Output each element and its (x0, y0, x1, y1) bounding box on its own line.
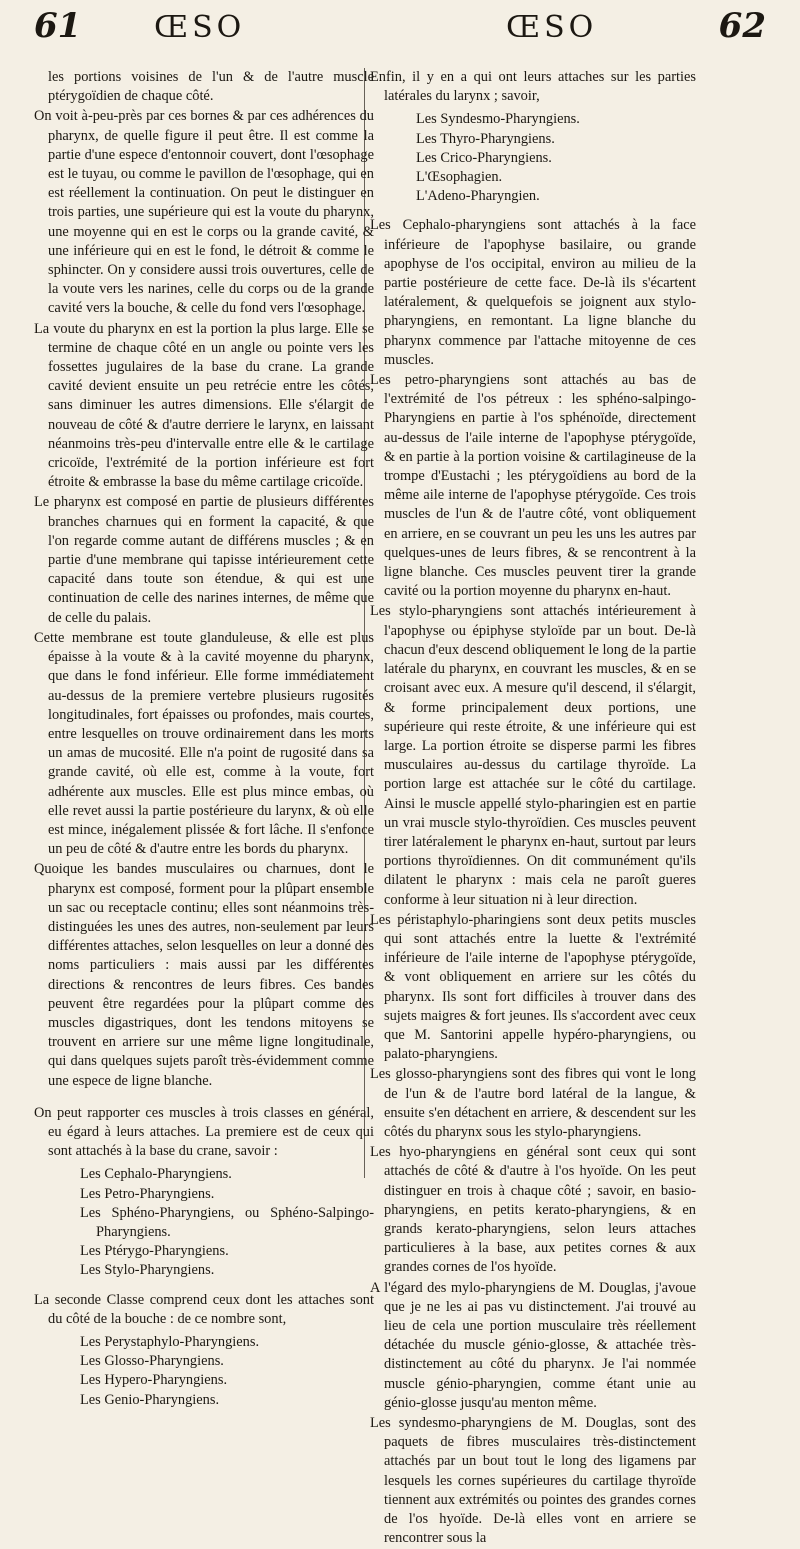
paragraph: On peut rapporter ces muscles à trois classes en général, eu égard à leurs attaches. La premiere est de ceux qui sont attachés à la base du crane, savoir : (34, 1104, 374, 1160)
list-item: Les Thyro-Pharyngiens. (416, 130, 555, 147)
paragraph: Enfin, il y en a qui ont leurs attaches sur les parties latérales du larynx ; savoir, (370, 69, 696, 105)
list-item: Les Genio-Pharyngiens. (80, 1391, 220, 1408)
left-page-number: 61 (34, 6, 82, 46)
paragraph: Les hyo-pharyngiens en général sont ceux qui sont attachés de côté & d'autre à l'os hyoïde. On les peut distinguer en trois à chaque côté ; savoir, en basio-pharyngiens, en petits kerato-pharyngiens, & en grands kerato-pharyngiens, selon leurs attaches particulieres à la base, aux petites cornes & aux grandes cornes de l'os hyoïde. (370, 1144, 696, 1276)
paragraph: Les petro-pharyngiens sont attachés au bas de l'extrémité de l'os pétreux : les sphéno-salpingo-Pharyngiens en partie à l'os sphénoïde, directement au-dessus de l'aile interne de l'apophyse ptérygoïde, & en partie à la portion voisine & cartilagineuse de la trompe d'Eustachi ; les ptérygoïdiens au bord de la même aile interne de l'apophyse ptérygoïde. Ces trois muscles de l'un & de l'autre côté, vont obliquement en arriere, en se couvrant un peu les uns les autres par quelques-unes de leurs fibres, & se rencontrent à la ligne blanche. Ces muscles peuvent tirer la grande cavité ou la portion moyenne du pharynx en-haut. (370, 372, 696, 600)
right-running-head: ŒSO (506, 10, 598, 45)
list-item: Les Syndesmo-Pharyngiens. (416, 111, 580, 128)
paragraph: Les stylo-pharyngiens sont attachés intérieurement à l'apophyse ou épiphyse styloïde par un bout. De-là chacun d'eux descend obliquement le long de la partie latérale du pharynx, en couvrant les muscles, & en se croisant avec eux. A mesure qu'il descend, il s'élargit, & forme principalement deux portions, une supérieure qui reste étroite, & une inférieure qui est large. La portion étroite se disperse parmi les fibres musculaires au-dessus du cartilage thyroïde. La portion large est attachée sur le côté du cartilage. Ainsi le muscle appellé stylo-pharingien est en partie un vrai muscle stylo-thyroïdien. Ces muscles peuvent tirer latéralement le pharynx en-haut, surtout par leurs portions thyroïdiennes. On dit communément qu'ils dilatent le pharynx : mais cela ne paroît gueres conforme à leur situation ni à leur direction. (370, 603, 696, 908)
paragraph: Les Cephalo-pharyngiens sont attachés à la face inférieure de l'apophyse basilaire, ou grande apophyse de l'os occipital, environ au milieu de la partie postérieure de cette face. De-là ils s'écartent latéralement, & quelquefois se joignent aux stylo-pharyngiens, en remontant. La ligne blanche du pharynx commence par l'attache mitoyenne de ces muscles. (370, 217, 696, 368)
paragraph: Quoique les bandes musculaires ou charnues, dont le pharynx est composé, forment pour la plûpart ensemble un sac ou receptacle continu; elles sont néanmoins très-distinguées les unes des autres, non-seulement par leurs différentes attaches, selon lesquelles on leur a donné des noms particuliers : mais aussi par les différentes directions & rencontres de leurs fibres. Ces bandes peuvent être regardées pour la plûpart comme des muscles digastriques, dont les tendons mitoyens se trouvent en arriere sur une même ligne longitudinale, qui dans quelques sujets paroît très-évidemment comme une espece de ligne blanche. (34, 861, 374, 1089)
paragraph: A l'égard des mylo-pharyngiens de M. Douglas, j'avoue que je ne les ai pas vu distinctement. J'ai trouvé au lieu de cela une portion musculaire très réellement détachée du muscle génio-glosse, & attachée très-distinctement au côté du pharynx. Je l'ai nommée muscle génio-pharyngien, comme étant unie au génio-glosse jusqu'au menton même. (370, 1279, 696, 1411)
list-item: Les Glosso-Pharyngiens. (80, 1353, 224, 1370)
paragraph: Le pharynx est composé en partie de plusieurs différentes branches charnues qui en forment la capacité, & que l'on regarde comme autant de différens muscles ; & en partie d'une membrane qui tapisse intérieurement cette capacité dans toute son étendue, & qui est une continuation de celle des narines internes, de même que de celle du palais. (34, 494, 374, 626)
list-item: L'Adeno-Pharyngien. (416, 188, 540, 205)
paragraph: Les péristaphylo-pharingiens sont deux petits muscles qui sont attachés entre la luette & l'extrémité inférieure de l'aile interne de l'apophyse ptérygoïde, & vont obliquement en arriere sur les côtés du pharynx. Ils sont fort difficiles à trouver dans des sujets maigres & fort jeunes. Ils s'accordent avec ceux que M. Santorini appelle hypéro-pharyngiens, ou palato-pharyngiens. (370, 911, 696, 1063)
list-item: Les Cephalo-Pharyngiens. (80, 1166, 232, 1183)
paragraph: Cette membrane est toute glanduleuse, & elle est plus épaisse à la voute & à la cavité moyenne du pharynx, que dans le fond inférieur. Elle forme immédiatement au-dessus de la premiere vertebre plusieurs rugosités longitudinales, fort épaisses ou profondes, mais courtes, entre lesquelles on trouve ordinairement dans les morts un amas de mucosité. Elle n'a point de rugosité dans sa grande cavité, où elle est, comme à la voute, fort adhérente aux muscles. Elle est plus mince embas, où elle revet aussi la partie postérieure du larynx, & où elle est mince, inégalement plissée & fort lâche. Il s'enfonce un peu de côté & d'autre entre les bords du pharynx. (34, 629, 374, 858)
list-item: Les Perystaphylo-Pharyngiens. (80, 1334, 260, 1350)
page-header (0, 6, 800, 66)
paragraph: La voute du pharynx en est la portion la plus large. Elle se termine de chaque côté en un angle ou pointe vers les fossettes jugulaires de la base du crane. La grande cavité devient ensuite un peu retrécie entre les côtés, sans diminuer les autres dimensions. Elle s'élargit de nouveau de côté & d'autre derriere le larynx, en laissant néanmoins très-peu d'intervalle entre elle & le cartilage cricoïde, l'extrémité de la portion inférieure est fort étroite & embrasse la base du même cartilage cricoïde. (34, 320, 374, 491)
muscle-list-class-3 (370, 110, 696, 206)
left-column (34, 68, 374, 1420)
list-item: Les Petro-Pharyngiens. (80, 1185, 215, 1202)
left-running-head: ŒSO (154, 10, 246, 45)
list-item: L'Œsophagien. (416, 169, 503, 186)
paragraph: On voit à-peu-près par ces bornes & par ces adhérences du pharynx, de quelle figure il peut être. Il est comme la partie d'une espece d'entonnoir couvert, dont l'œsophage est le tuyau, ou comme le pavillon de l'œsophage, qui en est réellement la continuation. On peut le distinguer en trois parties, une supérieure qui est la voute du pharynx, une moyenne qui en est le corps ou la grande cavité, & une inférieure qui en est le fond, le détroit & comme le sphincter. On y considere aussi trois ouvertures, celle de la voute vers les narines, celle du corps ou de la grande cavité vers la bouche, & celle du fond vers l'œsophage. (34, 108, 374, 317)
list-item: Les Hypero-Pharyngiens. (80, 1372, 228, 1389)
right-column (370, 68, 696, 1549)
right-page-number: 62 (718, 6, 766, 46)
list-item: Les Crico-Pharyngiens. (416, 149, 552, 166)
list-item: Les Stylo-Pharyngiens. (80, 1262, 215, 1279)
muscle-list-class-2 (34, 1333, 374, 1410)
list-item: Les Ptérygo-Pharyngiens. (80, 1243, 229, 1260)
paragraph: Les glosso-pharyngiens sont des fibres qui vont le long de l'un & de l'autre bord latéral de la langue, & ensuite s'en détachent en arriere, & descendent sur les côtés du pharynx sous les stylo-pharyngiens. (370, 1066, 696, 1140)
paragraph: les portions voisines de l'un & de l'autre muscle ptérygoïdien de chaque côté. (48, 69, 374, 105)
muscle-list-class-1 (34, 1165, 374, 1280)
paragraph: La seconde Classe comprend ceux dont les attaches sont du côté de la bouche : de ce nombre sont, (34, 1291, 374, 1327)
list-item: Les Sphéno-Pharyngiens, ou Sphéno-Salpingo-Pharyngiens. (80, 1204, 374, 1240)
paragraph: Les syndesmo-pharyngiens de M. Douglas, sont des paquets de fibres musculaires très-distinctement attachés par un bout tout le long des ligamens par lesquels les cornes supérieures du cartilage thyroïde tiennent aux extrémités ou pointes des grandes cornes de l'os hyoïde. De-là elles vont en arriere se rencontrer sous la (370, 1415, 696, 1547)
